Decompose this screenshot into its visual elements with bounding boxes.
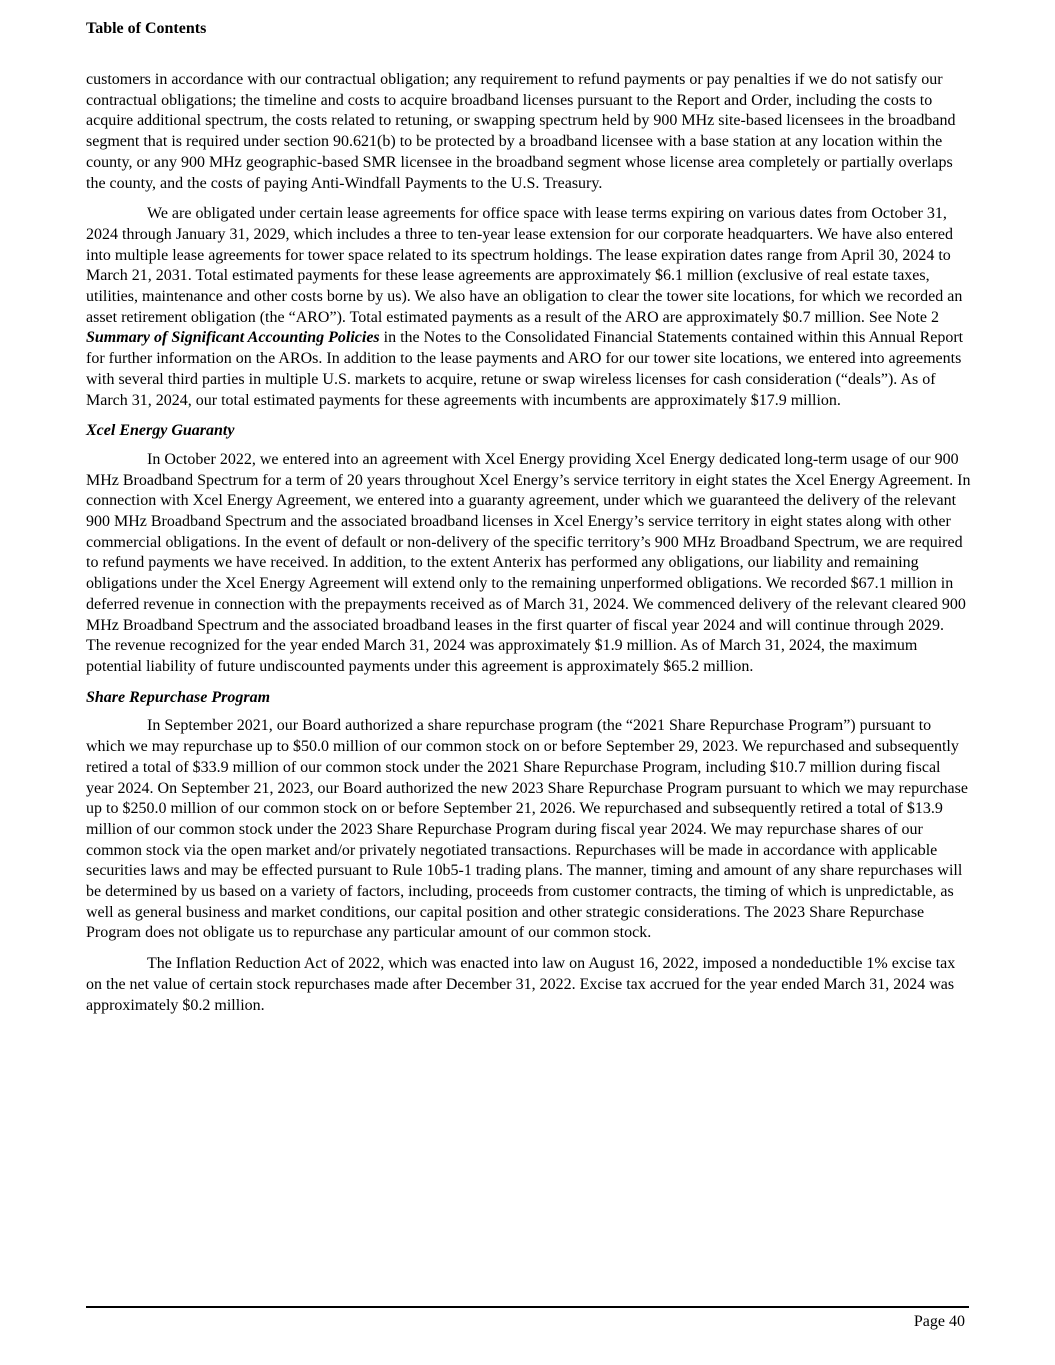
lease-text-part-1: We are obligated under certain lease agreements for office space with lease terms expiring on various dates from October 31, 2024 through January 31, 2029, which includes a three to ten-year lease extension for our corporate headquarters. We have also entered into multiple lease agreements for tower space related to its spectrum holdings. The lease expiration dates range from April 30, 2024 to March 21, 2031. Total estimated payments for these lease agreements are approximately $6.1 million (exclusive of real estate taxes, utilities, maintenance and other costs borne by us). We also have an obligation to clear the tower site locations, for which we recorded an asset retirement obligation (the “ARO”). Total estimated payments as a result of the ARO are approximately $0.7 million. See Note 2	[86, 205, 963, 326]
lease-text-part-2: in the Notes to the Consolidated Financial Statements contained within this Annual Report for further information on the AROs. In addition to the lease payments and ARO for our tower site locations, we entered into agreements with several third parties in multiple U.S. markets to acquire, retune or swap wireless licenses for cash consideration (“deals”). As of March 31, 2024, our total estimated payments for these agreements with incumbents are approximately $17.9 million.	[86, 329, 964, 409]
table-of-contents-link[interactable]: Table of Contents	[86, 20, 207, 37]
accounting-policies-reference: Summary of Significant Accounting Policies	[86, 329, 380, 347]
document-body	[86, 70, 972, 1026]
paragraph-obligations-continued: customers in accordance with our contractual obligation; any requirement to refund payments or pay penalties if we do not satisfy our contractual obligations; the timeline and costs to acquire broadband licenses pursuant to the Report and Order, including the costs to acquire additional spectrum, the costs related to retuning, or swapping spectrum held by 900 MHz site-based licensees in the broadband segment that is required under section 90.621(b) to be protected by a broadband licensee with a base station at any location within the county, or any 900 MHz geographic-based SMR licensee in the broadband segment whose license area completely or partially overlaps the county, and the costs of paying Anti-Windfall Payments to the U.S. Treasury.	[86, 71, 956, 192]
page-number: Page 40	[913, 1313, 965, 1330]
paragraph-xcel-energy-agreement: In October 2022, we entered into an agreement with Xcel Energy providing Xcel Energy dedicated long-term usage of our 900 MHz Broadband Spectrum for a term of 20 years throughout Xcel Energy’s service territory in eight states the Xcel Energy Agreement. In connection with Xcel Energy Agreement, we entered into a guaranty agreement, under which we guaranteed the delivery of the relevant 900 MHz Broadband Spectrum and the associated broadband licenses in Xcel Energy’s service territory in eight states along with other commercial obligations. In the event of default or non-delivery of the specific territory’s 900 MHz Broadband Spectrum, we are required to refund payments we have received. In addition, to the extent Anterix has performed any obligations, our liability and remaining obligations under the Xcel Energy Agreement will extend only to the remaining unperformed obligations. We recorded $67.1 million in deferred revenue in connection with the prepayments received as of March 31, 2024. We commenced delivery of the relevant cleared 900 MHz Broadband Spectrum and the associated broadband leases in the first quarter of fiscal year 2024 and will continue through 2029. The revenue recognized for the year ended March 31, 2024 was approximately $1.9 million. As of March 31, 2024, the maximum potential liability of future undiscounted payments under this agreement is approximately $65.2 million.	[86, 450, 971, 675]
footer-divider	[86, 1306, 969, 1308]
paragraph-lease-agreements	[86, 204, 972, 411]
section-heading-xcel-energy-guaranty: Xcel Energy Guaranty	[86, 422, 235, 440]
section-heading-share-repurchase: Share Repurchase Program	[86, 688, 271, 706]
paragraph-share-repurchase: In September 2021, our Board authorized a share repurchase program (the “2021 Share Repurchase Program”) pursuant to which we may repurchase up to $50.0 million of our common stock on or before September 29, 2023. We repurchased and subsequently retired a total of $33.9 million of our common stock under the 2021 Share Repurchase Program, including $10.7 million during fiscal year 2024. On September 21, 2023, our Board authorized the new 2023 Share Repurchase Program pursuant to which we may repurchase up to $250.0 million of our common stock on or before September 21, 2026. We repurchased and subsequently retired a total of $13.9 million of our common stock under the 2023 Share Repurchase Program during fiscal year 2024. We may repurchase shares of our common stock via the open market and/or privately negotiated transactions. Repurchases will be made in accordance with applicable securities laws and may be effected pursuant to Rule 10b5-1 trading plans. The manner, timing and amount of any share repurchases will be determined by us based on a variety of factors, including, proceeds from customer contracts, the timing of which is unpredictable, as well as general business and market conditions, our capital position and other strategic considerations. The 2023 Share Repurchase Program does not obligate us to repurchase any particular amount of our common stock.	[86, 717, 968, 942]
paragraph-inflation-reduction-act: The Inflation Reduction Act of 2022, which was enacted into law on August 16, 2022, imposed a nondeductible 1% excise tax on the net value of certain stock repurchases made after December 31, 2022. Excise tax accrued for the year ended March 31, 2024 was approximately $0.2 million.	[86, 955, 956, 1014]
